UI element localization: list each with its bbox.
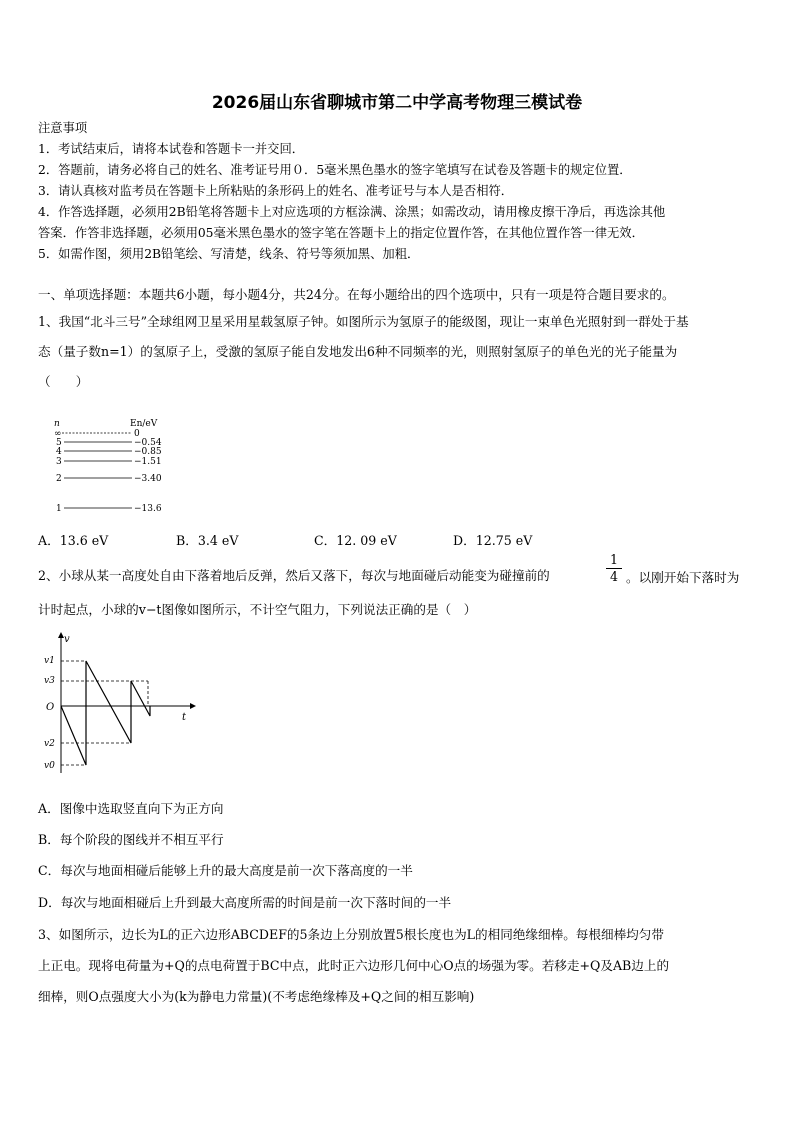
level-n: 5 bbox=[56, 438, 62, 448]
q1-text: （ ） bbox=[38, 374, 89, 389]
notice-heading: 注意事项 bbox=[38, 121, 88, 135]
energy-level-diagram bbox=[50, 414, 180, 518]
level-energy: −13.6 bbox=[134, 504, 162, 514]
level-n: ∞ bbox=[54, 429, 62, 439]
fraction-one-quarter bbox=[606, 553, 622, 584]
q2-option-c[interactable]: C．每次与地面相碰后能够上升的最大高度是前一次下落高度的一半 bbox=[38, 863, 413, 878]
level-energy: −1.51 bbox=[134, 457, 162, 467]
level-energy: −3.40 bbox=[134, 474, 162, 484]
notice-item: 5．如需作图，须用2B铅笔绘、写清楚，线条、符号等须加黑、加粗． bbox=[38, 247, 420, 261]
q1-option-a[interactable]: A．13.6 eV bbox=[38, 533, 109, 548]
q2-text: 计时起点，小球的v−t图像如图所示，不计空气阻力，下列说法正确的是（ ） bbox=[38, 602, 477, 617]
notice-item: 1．考试结束后，请将本试卷和答题卡一并交回． bbox=[38, 142, 305, 156]
v3-label: v3 bbox=[44, 676, 55, 686]
t-axis-label: t bbox=[182, 712, 187, 723]
q1-text: 态（量子数n=1）的氢原子上，受激的氢原子能自发地发出6种不同频率的光，则照射氢原子的单色光的光子能量为 bbox=[38, 344, 678, 359]
q2-option-d[interactable]: D．每次与地面相碰后上升到最大高度所需的时间是前一次下落时间的一半 bbox=[38, 895, 452, 910]
guide-lines bbox=[61, 661, 148, 765]
q3-text: 细棒，则O点强度大小为(k为静电力常量)(不考虑绝缘棒及+Q之间的相互影响) bbox=[38, 989, 475, 1004]
notice-item: 2．答题前，请务必将自己的姓名、准考证号用０．5毫米黑色墨水的签字笔填写在试卷及答题卡的规定位置． bbox=[38, 163, 632, 177]
q3-text: 上正电。现将电荷量为+Q的点电荷置于BC中点，此时正六边形几何中心O点的场强为零。若移走+Q及AB边上的 bbox=[38, 958, 670, 973]
level-energy: 0 bbox=[134, 429, 140, 439]
section-heading: 一、单项选择题：本题共6小题，每小题4分，共24分。在每小题给出的四个选项中，只有一项是符合题目要求的。 bbox=[38, 287, 675, 302]
fraction-denominator: 4 bbox=[609, 569, 618, 584]
v2-label: v2 bbox=[44, 739, 55, 749]
q3-text: 3、如图所示，边长为L的正六边形ABCDEF的5条边上分别放置5根长度也为L的相同绝缘细棒。每根细棒均匀带 bbox=[38, 927, 664, 942]
q1-option-b[interactable]: B．3.4 eV bbox=[176, 533, 239, 548]
q1-option-d[interactable]: D．12.75 eV bbox=[453, 533, 533, 548]
level-n: 4 bbox=[56, 447, 62, 457]
velocity-time-graph bbox=[40, 628, 200, 776]
notice-item: 3．请认真核对监考员在答题卡上所粘贴的条形码上的姓名、准考证号与本人是否相符． bbox=[38, 184, 514, 198]
q1-text: 1、我国“北斗三号”全球组网卫星采用星载氢原子钟。如图所示为氢原子的能级图，现让一束单色光照射到一群处于基 bbox=[38, 314, 689, 329]
energy-axis-label: En/eV bbox=[130, 419, 158, 429]
velocity-curve bbox=[61, 661, 150, 765]
level-n: 1 bbox=[56, 504, 62, 514]
level-energy: −0.54 bbox=[134, 438, 162, 448]
v1-label: v1 bbox=[44, 656, 55, 666]
v-axis-label: v bbox=[64, 634, 70, 645]
n-axis-label: n bbox=[54, 419, 60, 429]
q2-option-a[interactable]: A．图像中选取竖直向下为正方向 bbox=[38, 801, 224, 816]
q2-text: 2、小球从某一高度处自由下落着地后反弹，然后又落下，每次与地面碰后动能变为碰撞前的 bbox=[38, 568, 550, 583]
v0-label: v0 bbox=[44, 761, 55, 771]
level-n: 2 bbox=[56, 474, 62, 484]
level-energy: −0.85 bbox=[134, 447, 162, 457]
origin-label: O bbox=[46, 702, 55, 713]
fraction-numerator: 1 bbox=[609, 552, 618, 567]
q2-text-tail: 。以刚开始下落时为 bbox=[626, 570, 740, 585]
notice-item: 4．作答选择题，必须用2B铅笔将答题卡上对应选项的方框涂满、涂黑；如需改动，请用橡皮擦干净后，再选涂其他 bbox=[38, 205, 666, 219]
notice-item: 答案．作答非选择题，必须用05毫米黑色墨水的签字笔在答题卡上的指定位置作答，在其他位置作答一律无效． bbox=[38, 226, 644, 240]
page-title: 2026届山东省聊城市第二中学高考物理三模试卷 bbox=[211, 93, 583, 113]
q1-option-c[interactable]: C．12. 09 eV bbox=[314, 533, 397, 548]
level-n: 3 bbox=[56, 457, 62, 467]
q2-option-b[interactable]: B．每个阶段的图线并不相互平行 bbox=[38, 832, 224, 847]
